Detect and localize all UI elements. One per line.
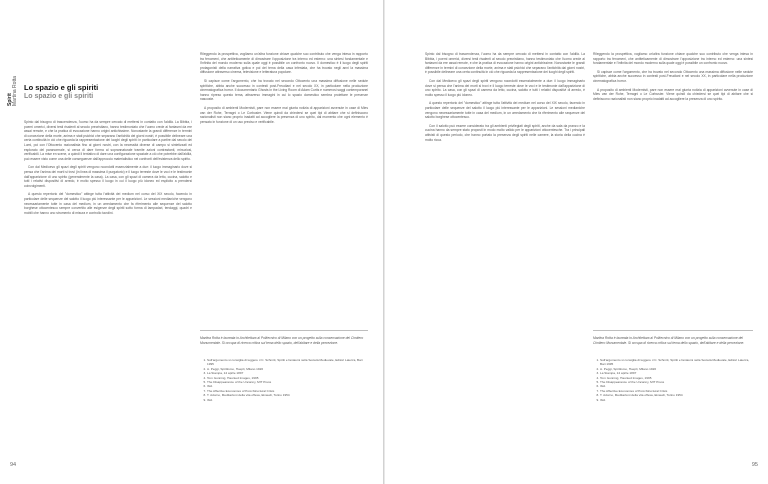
footnote: 4. Tom Gunning, Haunted Images, 1995 — [207, 376, 368, 380]
paragraph: Si capisce come l'argomento, che ha trovato nel secondo Ottocento una massima diffusione nelle sedute spiritiche, abbia anche successo in contesti post-Freudiani e nel secolo XX, in particolare nella produzione cinematografica horror. Il documentario Ghosts in the Living Room di Adam Curtis e numerosi saggi contemporanei hanno ripreso questo tema, attraverso immagini in cui lo spazio domestico sembra proiettare le presenze nascoste. — [200, 78, 368, 102]
paragraph: Con dal Medioevo gli spazi degli spiriti vengono noondotti essenzialmente a due: il luogo immaginario dove si pensa che l'anima dei morti si trovi (in linea di massima il purgatorio) e il luogo terreste dove le voci e le testimonie dall'apparizione di uno spirito (generalmente la casa). La casa, con gli spazi di camera da letto, cucina, salotto e tutti i relativi dispositivi di arredo, è molto spesso il luogo in cui il luogo più idoneo ed esplicito a prendersi coinvolgimenti. — [24, 165, 192, 188]
page-number: 94 — [10, 462, 17, 468]
footnote: 8. T. Adorno, Meditazioni della vita offesa, Einaudi, Torino 1954 — [207, 393, 368, 397]
section-tab-author: Martina Rotta — [12, 75, 18, 106]
paragraph: Spinto dal bisogno di trascendenza, l'uomo ha da sempre cercato di mettersi in contatto con l'aldilà. La Bibbia, i poemi omerici, diversi testi risalenti al secolo precristiano, hanno testimoniato che l'uomo crede ai fantasmi da ere assai remote, e che la pratica di evocazione hanno origini antichissime. Nonostante la grandi differenze in termini di concezione della morte, anima e stati psichici che separano l'antichità dei giorni nostri, è possibile delineare una certa continuità in ciò che riguarda la rappresentazione dei luoghi degli spiriti: in particolare a partire dal secolo dei Lumi, poi con l'Ottocento razionalista fino ai giorni nostri, con la necessità diverse di campo si sintetizzati ed esplorato del paranormale, si cerca di dare forma al soprannaturale tramite azioni contrastanti, minuziosi, verificabili. La mise en scene, a quindi il tentativo di dare una configurazione spaziale a ciò che potrebbe dall'aldilà, può essere visto come una delle conseguenze dall'approccio materialistico nei confronti dell'esistenza dello spirito. — [24, 120, 192, 161]
left-column-1 — [24, 120, 192, 450]
right-column-1 — [425, 52, 585, 452]
paragraph: Si capisce come l'argomento, che ha trovato nel secondo Ottocento una massima diffusione nelle sedute spiritiche, abbia anche successo in contesti post-Freudiani e nel secolo XX, in particolare nella produzione cinematografica horror. — [593, 69, 753, 83]
divider — [593, 330, 753, 331]
paragraph: Spinto dal bisogno di trascendenza, l'uomo ha da sempre cercato di mettersi in contatto con l'aldilà. La Bibbia, i poemi omerici, diversi testi risalenti al secolo precristiano, hanno testimoniato che l'uomo crede ai fantasmi da ere assai remote, e che la pratica di evocazione hanno origini antichissime. Nonostante le grandi differenze in termini di concezione della morte, anima e stati psichici che separano l'antichità dai giorni nostri, è possibile delineare una certa continuità in ciò che riguarda la rappresentazione dei luoghi degli spiriti. — [425, 52, 585, 75]
left-column-2 — [200, 52, 368, 252]
footnote: 4. Tom Gunning, Haunted Images, 1995 — [600, 376, 753, 380]
paragraph: A questo repertorio del "domestico" attinge tutta l'attività dei medium nel corso del XIX secolo, facendo in particolare delle sequenze del salotto il luogo più interessante per le apparizioni. Le sessioni medianiche vengono necessariamente tutte in casa del medium, in un arredamento che fa riferimento alle sequenze del salotto borghese ottocentesco sempre convertito alle esigenze degli spiriti sotto forma di lampadari, tendaggi, quadri e mobili che hanno uno strumento di misura e controllo tavolini. — [24, 192, 192, 215]
author-bio: Martina Rotta è laureata in Architettura al Politecnico di Milano con un progetto sulla conservazione del Cimitero Monumentale. Si occupa di ricerca critica sul tema dello spazio, dell'abitare e della percezione. — [593, 336, 745, 345]
paragraph: A questo repertorio del "domestico" attinge tutta l'attività dei medium nel corso del XIX secolo, facendo in particolare delle sequenze del salotto il luogo più interessante per le apparizioni. Le sessioni medianiche vengono necessariamente tutte in casa del medium, in un arredamento che fa riferimento alle sequenze del salotto borghese ottocentesco. — [425, 101, 585, 120]
footnote: 7. The Affective Economies of Post-Structural Crisis — [207, 389, 368, 393]
page-number: 95 — [751, 462, 758, 468]
footnote: 6. Ibid. — [207, 384, 368, 388]
footnote: 7. The Affective Economies of Post-Structural Crisis — [600, 389, 753, 393]
footnote: 2. A. Peggi, Spiritismo, Hoepli, Milano 1920 — [207, 367, 368, 371]
footnotes — [200, 358, 368, 402]
footnote: 1. Sull'argomento si consiglia di leggere J.C. Schmitt, Spiriti e fantasmi nella Società Medievale, Editori Laterza, Bari 1995 — [600, 358, 753, 367]
paragraph: A proposito di ambienti Modernisti, pare non essere mai giunta notizia di apparizioni avvenute in case di Mies van der Rohe, Terragni o Le Corbusier. Viene quindi da chiedersi se quei tipi di abitare che si definiscono razionalisti non siano proprio inadatti ad accogliere la presenza di uno spirito, dal momento che ogni elemento è pensato in funzione di un uso preciso e verificabile. — [200, 105, 368, 124]
footnote: 6. Ibid. — [600, 384, 753, 388]
paragraph: A proposito di ambienti Modernisti, pare non essere mai giunta notizia di apparizioni avvenute in case di Mies van der Rohe, Terragni o Le Corbusier. Viene quindi da chiedersi se quei tipi di abitare che si definiscono razionalisti non siano proprio inadatti ad accogliere la presenza di uno spirito. — [593, 87, 753, 101]
article-subtitle: Lo spazio e gli spiriti — [24, 93, 94, 100]
title-block — [24, 83, 184, 101]
footnote: 5. The Disappearance of the Uncanny, MIT Press — [600, 380, 753, 384]
footnotes — [593, 358, 753, 402]
footnote: 3. La Stampa, 14 aprile 1897 — [207, 371, 368, 375]
author-bio: Martina Rotta è laureata in Architettura al Politecnico di Milano con un progetto sulla conservazione del Cimitero Monumentale. Si occupa di ricerca critica sul tema dello spazio, dell'abitare e della percezione. — [200, 336, 364, 345]
paragraph: Con dal Medioevo gli spazi degli spiriti vengono noondotti essenzialmente a due: il luogo immaginario dove si pensa che l'anima dei morti si trovi e il luogo terreste dove le voci e le testimonie dall'apparizione di uno spirito. La casa, con gli spazi di camera da letto, cucina, salotto e tutti i relativi dispositivi di arredo, è molto spesso il luogo più idoneo. — [425, 78, 585, 97]
right-column-2 — [593, 52, 753, 252]
paragraph: Con il salotto può essere considerato tra gli ambienti privilegiati degli spiriti, anche da sala da pranzo e la cucina hanno da sempre stato proposti in modo molto valido per le apparizioni ottocentesche. Tra i principali attivisti di questo periodo, che hanno portato la presenza degli spiriti nelle camere, la storia della cucina è molto ricca. — [425, 123, 585, 142]
footnote: 2. A. Peggi, Spiritismo, Hoepli, Milano 1920 — [600, 367, 753, 371]
footnote: 5. The Disappearance of the Uncanny, MIT Press — [207, 380, 368, 384]
right-page — [385, 0, 768, 484]
article-title: Lo spazio e gli spiriti — [24, 83, 99, 92]
left-page — [0, 0, 383, 484]
paragraph: Rileggendo la prospettiva, vogliamo un'altra funzione chiave qualche suo contributo che venga intesa in rapporto tra fenomeni, che antiteticamente di dimostrare l'opposizione tra interno ed esterno: una sintesi fondamentale e l'infinita del mondo moderno sulla quale oggi è possibile un confronto nuovo. Il domestico è il luogo degli spiriti protagonisti della narrativa gotica e poi del tema della casa infestata, che ha trovato negli anni la massima diffusione attraverso cinema, televisione e letteratura popolare. — [200, 52, 368, 75]
paragraph: Rileggendo la prospettiva, vogliamo un'altra funzione chiave qualche suo contributo che venga intesa in rapporto tra fenomeni, che antiteticamente di dimostrare l'opposizione tra interno ed esterno: una sintesi fondamentale e l'infinita del mondo moderno sulla quale oggi è possibile un confronto nuovo. — [593, 52, 753, 66]
footnote: 8. T. Adorno, Meditazioni della vita offesa, Einaudi, Torino 1954 — [600, 393, 753, 397]
divider — [200, 330, 368, 331]
footnote: 9. Ibid. — [600, 398, 753, 402]
footnote: 9. Ibid. — [207, 398, 368, 402]
footnote: 1. Sull'argomento si consiglia di leggere J.C. Schmitt, Spiriti e fantasmi nella Società Medievale, Editori Laterza, Bari 1995 — [207, 358, 368, 367]
footnote: 3. La Stampa, 14 aprile 1897 — [600, 371, 753, 375]
section-tab — [6, 70, 18, 106]
section-tab-label: Spirit — [7, 93, 13, 106]
